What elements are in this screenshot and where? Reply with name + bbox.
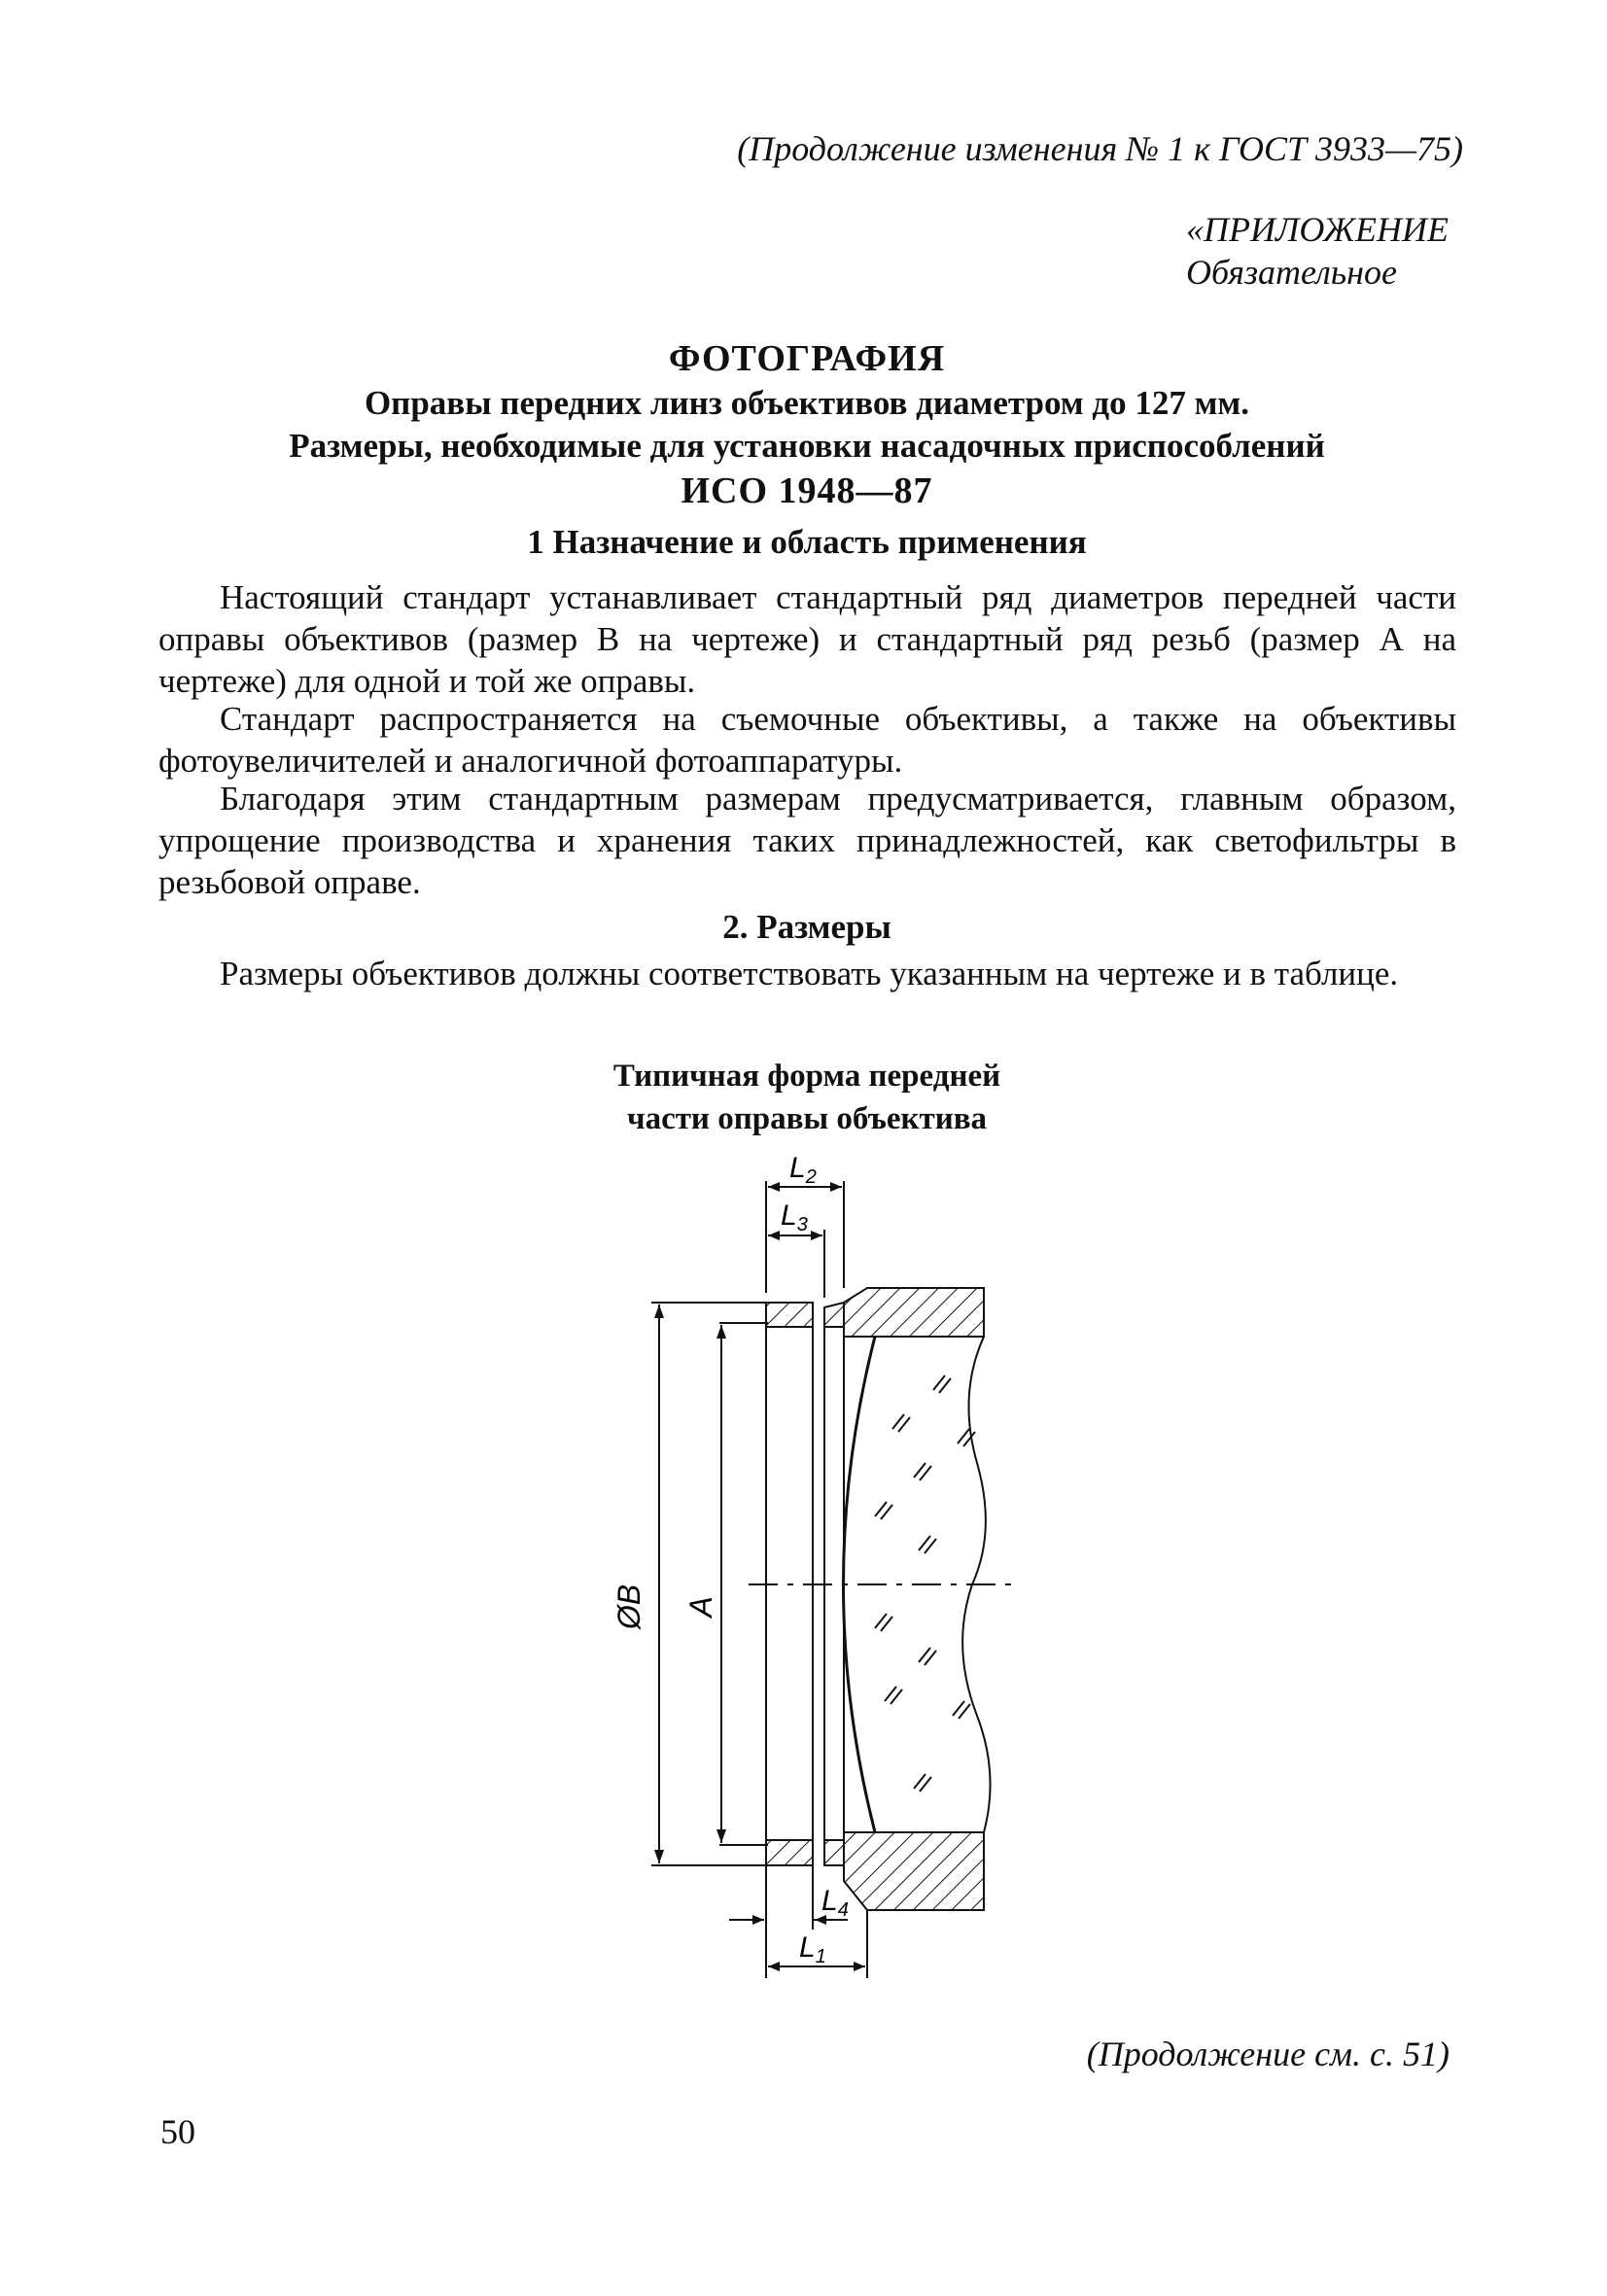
lens-element bbox=[749, 1337, 1011, 1832]
continuation-note: (Продолжение изменения № 1 к ГОСТ 3933—75) bbox=[737, 129, 1463, 168]
title-line-4: ИСО 1948—87 bbox=[681, 470, 933, 511]
dimension-l4 bbox=[729, 1865, 849, 1978]
svg-text:ØB: ØB bbox=[611, 1583, 646, 1630]
annex-label bbox=[1186, 208, 1449, 294]
section-1-paragraph-3: Благодаря этим стандартным размерам предусматривается, главным образом, упрощение производства и хранения таких принадлежностей, как светофильтры в резьбовой оправе. bbox=[158, 780, 1456, 901]
section-1-heading: 1 Назначение и область применения bbox=[527, 523, 1087, 561]
diameter-b-dimension bbox=[611, 1303, 768, 1865]
svg-text:L2: $L_2$ bbox=[789, 1152, 817, 1188]
section-2-paragraph-1: Размеры объективов должны соответствовать указанным на чертеже и в таблице. bbox=[220, 955, 1399, 992]
figure-caption-line-1: Типичная форма передней bbox=[612, 1059, 1001, 1094]
continued-note: (Продолжение см. с. 51) bbox=[1086, 2035, 1450, 2073]
svg-text:L4: $L_4$ bbox=[821, 1885, 849, 1921]
section-1-paragraph-1: Настоящий стандарт устанавливает стандартный ряд диаметров передней части оправы объективов (размер В на чертеже) и стандартный ряд резьб (размер А на чертеже) для одной и той же оправы. bbox=[158, 578, 1456, 700]
dimension-l3 bbox=[768, 1200, 824, 1298]
svg-text:L3: $L_3$ bbox=[781, 1200, 808, 1235]
title-line-1: ФОТОГРАФИЯ bbox=[668, 338, 946, 379]
svg-text:L1: $L_1$ bbox=[799, 1931, 826, 1967]
annex-title: «ПРИЛОЖЕНИЕ bbox=[1186, 210, 1449, 249]
lens-mount-drawing bbox=[583, 1142, 1031, 2017]
mount-section bbox=[766, 1288, 984, 1910]
section-1-paragraph-2: Стандарт распространяется на съемочные объективы, а также на объективы фотоувеличителей и аналогичной фотоаппаратуры. bbox=[158, 700, 1456, 780]
title-line-3: Размеры, необходимые для установки насадочных приспособлений bbox=[289, 427, 1325, 465]
document-title bbox=[156, 335, 1458, 514]
svg-text:A: A bbox=[683, 1596, 718, 1618]
annex-status: Обязательное bbox=[1186, 253, 1397, 292]
section-2-heading: 2. Размеры bbox=[722, 908, 891, 946]
figure-caption bbox=[544, 1055, 1069, 1140]
page-number: 50 bbox=[160, 2112, 195, 2151]
title-line-2: Оправы передних линз объективов диаметром до 127 мм. bbox=[364, 384, 1250, 422]
figure-caption-line-2: части оправы объектива bbox=[626, 1101, 988, 1136]
